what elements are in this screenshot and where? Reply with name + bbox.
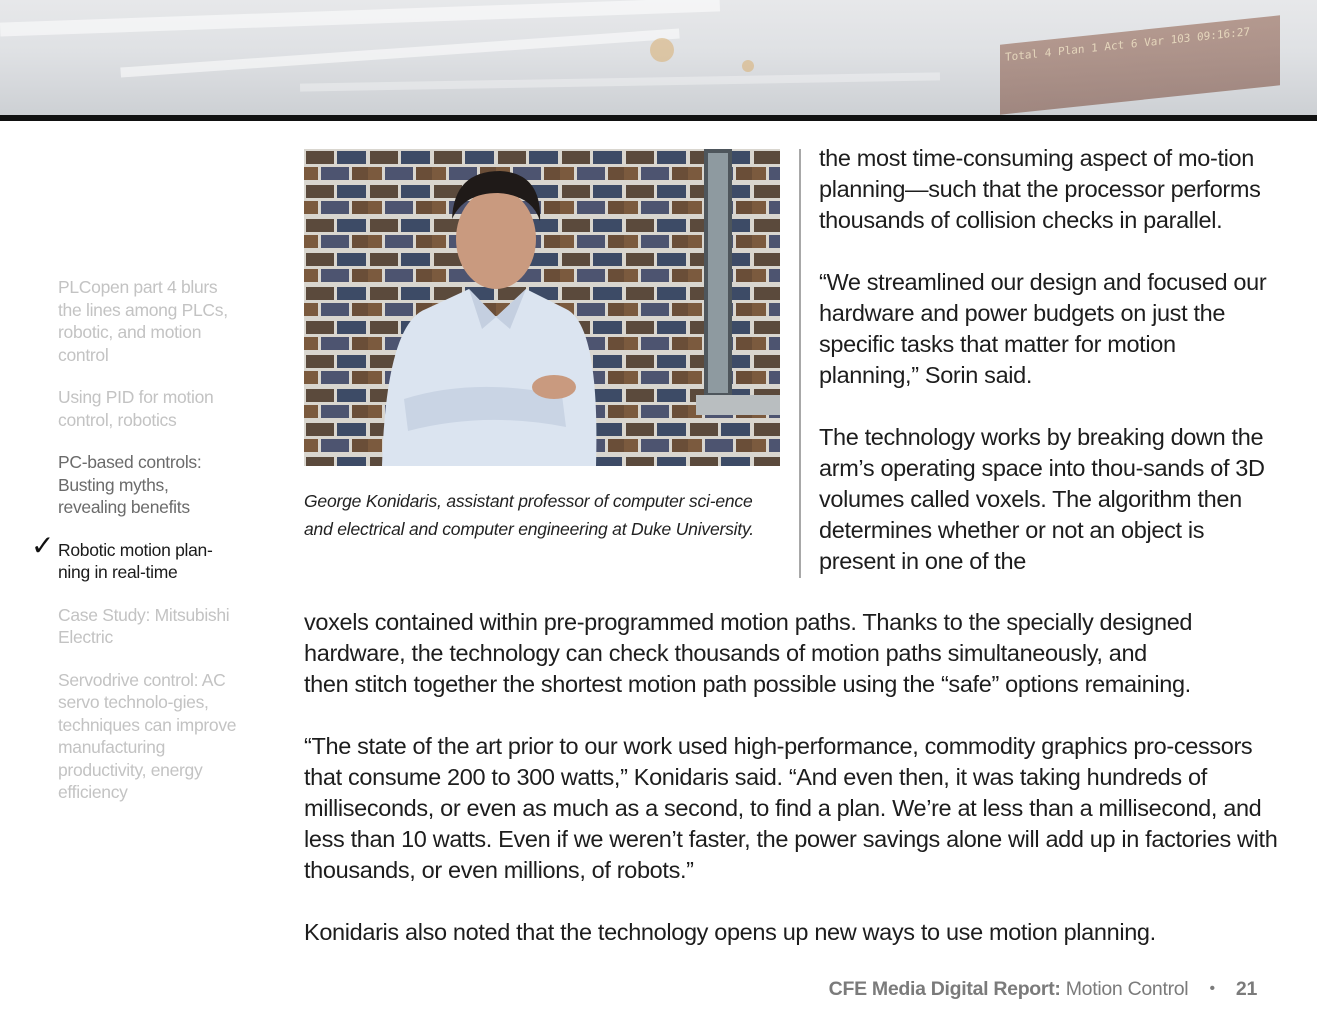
header-rule bbox=[0, 115, 1317, 121]
nav-item-label: Case Study: Mitsubishi Electric bbox=[58, 604, 230, 647]
nav-item-pid[interactable] bbox=[58, 386, 238, 431]
nav-item-label: Robotic motion plan-ning in real-time bbox=[58, 539, 213, 582]
full-width-text bbox=[304, 607, 1279, 979]
section-name: Motion Control bbox=[1065, 978, 1189, 1000]
nav-item-case-study[interactable] bbox=[58, 604, 238, 649]
paragraph: Konidaris also noted that the technology opens up new ways to use motion planning. bbox=[304, 919, 1156, 945]
banner-readout: Total 4 Plan 1 Act 6 Var 103 09:16:27 bbox=[1005, 25, 1251, 64]
header-banner-image bbox=[0, 0, 1317, 115]
column-divider bbox=[799, 149, 801, 578]
separator-dot: • bbox=[1209, 980, 1215, 997]
paragraph: the most time-consuming aspect of mo-tion planning—such that the processor performs thousands of collision checks in parallel. bbox=[819, 145, 1261, 233]
paragraph: “The state of the art prior to our work used high-performance, commodity graphics pro-cessors that consume 200 to 300 watts,” Konidaris said. “And even then, it was taking hundreds of milliseconds, or even as much as a second, to find a plan. We’re at less than a millisecond, and less than 10 watts. Even if we weren’t faster, the power savings alone will add up in factories with thousands, or even millions, of robots.” bbox=[304, 733, 1278, 883]
paragraph-continuation bbox=[304, 607, 1279, 700]
nav-item-label: PLCopen part 4 blurs the lines among PLCs, robotic, and motion control bbox=[58, 277, 228, 365]
text-line: then stitch together the shortest motion path possible using the “safe” options remaining. bbox=[304, 671, 1191, 697]
page-number: 21 bbox=[1235, 978, 1257, 1000]
portrait-photo bbox=[304, 149, 780, 466]
nav-item-label: PC-based controls: Busting myths, revealing benefits bbox=[58, 452, 202, 517]
nav-item-plcopen[interactable] bbox=[58, 276, 238, 366]
checkmark-icon: ✓ bbox=[31, 528, 55, 562]
text-line: hardware, the technology can check thousands of motion paths simultaneously, and bbox=[304, 640, 1147, 666]
text-line: voxels contained within pre-programmed motion paths. Thanks to the specially designed bbox=[304, 609, 1193, 635]
nav-item-label: Servodrive control: AC servo technolo-gies, techniques can improve manufacturing productivity, energy efficiency bbox=[58, 669, 237, 802]
nav-item-pc-based-controls[interactable] bbox=[58, 451, 238, 519]
nav-item-robotic-motion-planning[interactable] bbox=[31, 528, 238, 584]
paragraph: The technology works by breaking down the arm’s operating space into thou-sands of 3D volumes called voxels. The algorithm then determines whether or not an object is present in one of the bbox=[819, 424, 1265, 574]
nav-item-servodrive[interactable] bbox=[58, 669, 238, 804]
article-navigation bbox=[31, 276, 238, 824]
photo-caption: George Konidaris, assistant professor of computer sci-ence and electrical and computer engineering at Duke University. bbox=[304, 491, 754, 539]
paragraph: “We streamlined our design and focused our hardware and power budgets on just the specific tasks that matter for motion planning,” Sorin said. bbox=[819, 269, 1267, 388]
page-footer bbox=[829, 978, 1257, 1001]
publication-name: CFE Media Digital Report: bbox=[828, 978, 1061, 1000]
right-column-text bbox=[819, 143, 1269, 577]
nav-item-label: Using PID for motion control, robotics bbox=[58, 387, 214, 430]
